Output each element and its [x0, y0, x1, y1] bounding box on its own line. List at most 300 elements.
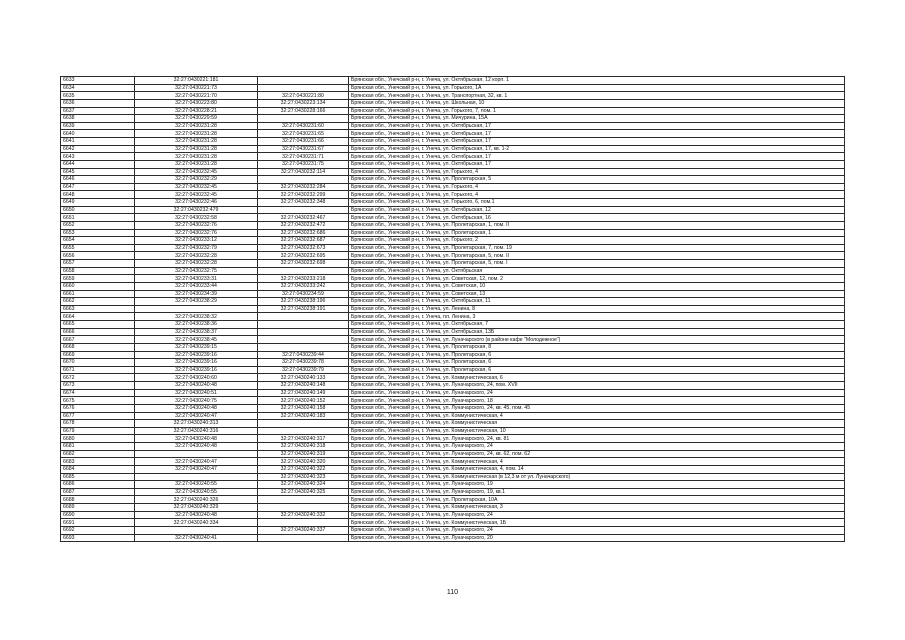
land-cadastral-number-cell: 32:27:0430240:75	[135, 397, 258, 405]
record-number-cell: 6639	[61, 122, 135, 130]
address-cell: Брянская обл., Унечский р-н, г. Унеча, ул. Октябрьская, 16	[349, 214, 845, 222]
table-row	[61, 92, 845, 100]
address-cell: Брянская обл., Унечский р-н, г. Унеча, ул. Луначарского (в районе кафе "Молодежное")	[349, 336, 845, 344]
object-cadastral-number-cell: 32:27:0430228:166	[258, 107, 349, 115]
table-row	[61, 412, 845, 420]
land-cadastral-number-cell: 32:27:0430231:28	[135, 122, 258, 130]
land-cadastral-number-cell: 32:27:0430232:45	[135, 191, 258, 199]
object-cadastral-number-cell: 32:27:0430232:673	[258, 244, 349, 252]
object-cadastral-number-cell: 32:27:0430232:472	[258, 221, 349, 229]
land-cadastral-number-cell: 32:27:0430232:29	[135, 176, 258, 184]
land-cadastral-number-cell: 32:27:0430240:41	[135, 534, 258, 542]
object-cadastral-number-cell: 32:27:0430240:183	[258, 412, 349, 420]
object-cadastral-number-cell	[258, 77, 349, 85]
land-cadastral-number-cell: 32:27:0430238:37	[135, 328, 258, 336]
land-cadastral-number-cell: 32:27:0430238:36	[135, 321, 258, 329]
land-cadastral-number-cell: 32:27:0430232:45	[135, 168, 258, 176]
land-cadastral-number-cell: 32:27:0430240:313	[135, 420, 258, 428]
record-number-cell: 6685	[61, 473, 135, 481]
object-cadastral-number-cell	[258, 176, 349, 184]
land-cadastral-number-cell	[135, 305, 258, 313]
object-cadastral-number-cell	[258, 336, 349, 344]
record-number-cell: 6650	[61, 206, 135, 214]
table-row	[61, 130, 845, 138]
object-cadastral-number-cell: 32:27:0430238:196	[258, 298, 349, 306]
land-cadastral-number-cell: 32:27:0430223:80	[135, 99, 258, 107]
record-number-cell: 6664	[61, 313, 135, 321]
address-cell: Брянская обл., Унечский р-н, г. Унеча, ул. Октябрьская, 13Б	[349, 328, 845, 336]
land-cadastral-number-cell: 32:27:0430221:70	[135, 92, 258, 100]
table-row	[61, 267, 845, 275]
address-cell: Брянская обл., Унечский р-н, г. Унеча, ул. Луначарского, 24, кв. 62, пом. 62	[349, 450, 845, 458]
address-cell: Брянская обл., Унечский р-н, г. Унеча, ул. Горького, 6, пом.1	[349, 199, 845, 207]
land-cadastral-number-cell: 32:27:0430234:39	[135, 290, 258, 298]
object-cadastral-number-cell: 32:27:0430232:299	[258, 191, 349, 199]
address-cell: Брянская обл., Унечский р-н, г. Унеча, ул. Пролетарская, 1	[349, 229, 845, 237]
record-number-cell: 6663	[61, 305, 135, 313]
object-cadastral-number-cell	[258, 534, 349, 542]
address-cell: Брянская обл., Унечский р-н, г. Унеча, ул. Луначарского, 19	[349, 481, 845, 489]
address-cell: Брянская обл., Унечский р-н, г. Унеча, ул. Луначарского, 20	[349, 534, 845, 542]
table-row	[61, 84, 845, 92]
object-cadastral-number-cell: 32:27:0430231:67	[258, 145, 349, 153]
land-cadastral-number-cell: 32:27:0430240:47	[135, 465, 258, 473]
table-row	[61, 443, 845, 451]
address-cell: Брянская обл., Унечский р-н, г. Унеча, ул. Пролетарская, 1, пом. II	[349, 221, 845, 229]
land-cadastral-number-cell: 32:27:0430232:46	[135, 199, 258, 207]
object-cadastral-number-cell: 32:27:0430240:320	[258, 458, 349, 466]
record-number-cell: 6672	[61, 374, 135, 382]
record-number-cell: 6636	[61, 99, 135, 107]
record-number-cell: 6662	[61, 298, 135, 306]
address-cell: Брянская обл., Унечский р-н, г. Унеча, ул. Транспортная, 32, кв. 1	[349, 92, 845, 100]
table-row	[61, 366, 845, 374]
record-number-cell: 6680	[61, 435, 135, 443]
object-cadastral-number-cell	[258, 496, 349, 504]
record-number-cell: 6655	[61, 244, 135, 252]
record-number-cell: 6666	[61, 328, 135, 336]
object-cadastral-number-cell: 32:27:0430240:158	[258, 404, 349, 412]
object-cadastral-number-cell: 32:27:0430239:78	[258, 359, 349, 367]
table-row	[61, 465, 845, 473]
table-row	[61, 382, 845, 390]
land-cadastral-number-cell: 32:27:0430238:32	[135, 313, 258, 321]
object-cadastral-number-cell	[258, 321, 349, 329]
object-cadastral-number-cell: 32:27:0430240:319	[258, 450, 349, 458]
page-number: 110	[446, 589, 459, 596]
table-row	[61, 427, 845, 435]
record-number-cell: 6679	[61, 427, 135, 435]
address-cell: Брянская обл., Унечский р-н, г. Унеча, ул. Горького, 4	[349, 168, 845, 176]
table-row	[61, 336, 845, 344]
object-cadastral-number-cell: 32:27:0430240:133	[258, 374, 349, 382]
table-row	[61, 107, 845, 115]
table-row	[61, 229, 845, 237]
object-cadastral-number-cell	[258, 115, 349, 123]
object-cadastral-number-cell: 32:27:0430240:148	[258, 382, 349, 390]
record-number-cell: 6673	[61, 382, 135, 390]
address-cell: Брянская обл., Унечский р-н, г. Унеча, ул. Пролетарская, 7, пом. 19	[349, 244, 845, 252]
address-cell: Брянская обл., Унечский р-н, г. Унеча, ул. Октябрьская, 17	[349, 138, 845, 146]
address-cell: Брянская обл., Унечский р-н, г. Унеча, ул. Луначарского, 18	[349, 397, 845, 405]
land-cadastral-number-cell	[135, 526, 258, 534]
land-cadastral-number-cell: 32:27:0430231:28	[135, 130, 258, 138]
address-cell: Брянская обл., Унечский р-н, г. Унеча, ул. Советская, 10	[349, 282, 845, 290]
table-row	[61, 275, 845, 283]
land-cadastral-number-cell: 32:27:0430240:48	[135, 382, 258, 390]
object-cadastral-number-cell: 32:27:0430231:75	[258, 160, 349, 168]
object-cadastral-number-cell: 32:27:0430239:79	[258, 366, 349, 374]
land-cadastral-number-cell: 32:27:0430231:28	[135, 145, 258, 153]
record-number-cell: 6691	[61, 519, 135, 527]
record-number-cell: 6671	[61, 366, 135, 374]
address-cell: Брянская обл., Унечский р-н, г. Унеча, ул. Пролетарская, 8	[349, 343, 845, 351]
record-number-cell: 6693	[61, 534, 135, 542]
record-number-cell: 6687	[61, 488, 135, 496]
address-cell: Брянская обл., Унечский р-н, г. Унеча, ул. Коммунистическая, 4	[349, 458, 845, 466]
address-cell: Брянская обл., Унечский р-н, г. Унеча, ул. Октябрьская, 12	[349, 206, 845, 214]
record-number-cell: 6642	[61, 145, 135, 153]
land-cadastral-number-cell: 32:27:0430240:48	[135, 404, 258, 412]
address-cell: Брянская обл., Унечский р-н, г. Унеча, ул. Коммунистическая, 6	[349, 374, 845, 382]
record-number-cell: 6688	[61, 496, 135, 504]
record-number-cell: 6633	[61, 77, 135, 85]
table-row	[61, 168, 845, 176]
land-cadastral-number-cell	[135, 450, 258, 458]
address-cell: Брянская обл., Унечский р-н, г. Унеча, ул. Коммунистическая, 3	[349, 504, 845, 512]
land-cadastral-number-cell: 32:27:0430228:21	[135, 107, 258, 115]
address-cell: Брянская обл., Унечский р-н, г. Унеча, пл. Ленина, 3	[349, 313, 845, 321]
table-row	[61, 252, 845, 260]
address-cell: Брянская обл., Унечский р-н, г. Унеча, ул. Пролетарская, 5	[349, 176, 845, 184]
object-cadastral-number-cell	[258, 313, 349, 321]
table-row	[61, 199, 845, 207]
table-row	[61, 260, 845, 268]
record-number-cell: 6637	[61, 107, 135, 115]
table-row	[61, 206, 845, 214]
table-row	[61, 214, 845, 222]
table-row	[61, 397, 845, 405]
object-cadastral-number-cell	[258, 328, 349, 336]
land-cadastral-number-cell: 32:27:0430232:28	[135, 260, 258, 268]
record-number-cell: 6640	[61, 130, 135, 138]
land-cadastral-number-cell: 32:27:0430232:79	[135, 244, 258, 252]
object-cadastral-number-cell: 32:27:0430232:348	[258, 199, 349, 207]
address-cell: Брянская обл., Унечский р-н, г. Унеча, ул. Горького, 4	[349, 191, 845, 199]
address-cell: Брянская обл., Унечский р-н, г. Унеча, ул. Ленина, 8	[349, 305, 845, 313]
land-cadastral-number-cell: 32:27:0430240:51	[135, 389, 258, 397]
record-number-cell: 6638	[61, 115, 135, 123]
address-cell: Брянская обл., Унечский р-н, г. Унеча, ул. Октябрьская, 17	[349, 160, 845, 168]
object-cadastral-number-cell	[258, 519, 349, 527]
object-cadastral-number-cell: 32:27:0430240:325	[258, 488, 349, 496]
table-row	[61, 244, 845, 252]
address-cell: Брянская обл., Унечский р-н, г. Унеча, ул. Коммунистическая	[349, 420, 845, 428]
record-number-cell: 6646	[61, 176, 135, 184]
land-cadastral-number-cell: 32:27:0430240:48	[135, 443, 258, 451]
table-row	[61, 389, 845, 397]
table-row	[61, 404, 845, 412]
land-cadastral-number-cell: 32:27:0430240:326	[135, 496, 258, 504]
object-cadastral-number-cell	[258, 267, 349, 275]
land-cadastral-number-cell: 32:27:0430233:44	[135, 282, 258, 290]
record-number-cell: 6658	[61, 267, 135, 275]
land-cadastral-number-cell: 32:27:0430239:16	[135, 366, 258, 374]
table-row	[61, 526, 845, 534]
address-cell: Брянская обл., Унечский р-н, г. Унеча, ул. Луначарского, 24	[349, 526, 845, 534]
land-cadastral-number-cell: 32:27:0430240:48	[135, 435, 258, 443]
land-cadastral-number-cell: 32:27:0430240:47	[135, 412, 258, 420]
address-cell: Брянская обл., Унечский р-н, г. Унеча, ул. Луначарского, 24	[349, 443, 845, 451]
table-row	[61, 359, 845, 367]
record-number-cell: 6668	[61, 343, 135, 351]
land-cadastral-number-cell: 32:27:0430240:334	[135, 519, 258, 527]
table-row	[61, 160, 845, 168]
object-cadastral-number-cell	[258, 420, 349, 428]
table-row	[61, 237, 845, 245]
object-cadastral-number-cell	[258, 84, 349, 92]
table-row	[61, 305, 845, 313]
address-cell: Брянская обл., Унечский р-н, г. Унеча, ул. Луначарского, 24, пом. XVII	[349, 382, 845, 390]
record-number-cell: 6690	[61, 511, 135, 519]
table-row	[61, 343, 845, 351]
record-number-cell: 6643	[61, 153, 135, 161]
table-row	[61, 138, 845, 146]
object-cadastral-number-cell: 32:27:0430232:698	[258, 260, 349, 268]
land-cadastral-number-cell: 32:27:0430238:45	[135, 336, 258, 344]
record-number-cell: 6689	[61, 504, 135, 512]
record-number-cell: 6686	[61, 481, 135, 489]
object-cadastral-number-cell: 32:27:0430221:80	[258, 92, 349, 100]
object-cadastral-number-cell	[258, 343, 349, 351]
land-cadastral-number-cell: 32:27:0430232:76	[135, 229, 258, 237]
object-cadastral-number-cell: 32:27:0430240:322	[258, 465, 349, 473]
record-number-cell: 6644	[61, 160, 135, 168]
object-cadastral-number-cell: 32:27:0430240:337	[258, 526, 349, 534]
record-number-cell: 6659	[61, 275, 135, 283]
address-cell: Брянская обл., Унечский р-н, г. Унеча, ул. Октябрьская, 17	[349, 122, 845, 130]
land-cadastral-number-cell: 32:27:0430233:31	[135, 275, 258, 283]
land-cadastral-number-cell: 32:27:0430232:45	[135, 183, 258, 191]
land-cadastral-number-cell: 32:27:0430231:28	[135, 160, 258, 168]
address-cell: Брянская обл., Унечский р-н, г. Унеча, ул. Октябрьская, 17, кв. 1-2	[349, 145, 845, 153]
land-cadastral-number-cell: 32:27:0430240:329	[135, 504, 258, 512]
land-cadastral-number-cell: 32:27:0430239:16	[135, 359, 258, 367]
address-cell: Брянская обл., Унечский р-н, г. Унеча, ул. Мичурина, 15А	[349, 115, 845, 123]
address-cell: Брянская обл., Унечский р-н, г. Унеча, ул. Луначарского, 24	[349, 389, 845, 397]
record-number-cell: 6649	[61, 199, 135, 207]
address-cell: Брянская обл., Унечский р-н, г. Унеча, ул. Октябрьская, 7	[349, 321, 845, 329]
record-number-cell: 6677	[61, 412, 135, 420]
record-number-cell: 6669	[61, 351, 135, 359]
record-number-cell: 6648	[61, 191, 135, 199]
record-number-cell: 6651	[61, 214, 135, 222]
table-row	[61, 435, 845, 443]
table-row	[61, 176, 845, 184]
table-row	[61, 183, 845, 191]
register-body	[61, 77, 845, 542]
object-cadastral-number-cell: 32:27:0430231:60	[258, 122, 349, 130]
record-number-cell: 6653	[61, 229, 135, 237]
table-row	[61, 282, 845, 290]
record-number-cell: 6634	[61, 84, 135, 92]
record-number-cell: 6641	[61, 138, 135, 146]
record-number-cell: 6667	[61, 336, 135, 344]
land-cadastral-number-cell: 32:27:0430231:28	[135, 138, 258, 146]
land-cadastral-number-cell: 32:27:0430221:181	[135, 77, 258, 85]
land-cadastral-number-cell: 32:27:0430232:479	[135, 206, 258, 214]
record-number-cell: 6645	[61, 168, 135, 176]
table-row	[61, 420, 845, 428]
table-row	[61, 351, 845, 359]
object-cadastral-number-cell: 32:27:0430240:318	[258, 443, 349, 451]
address-cell: Брянская обл., Унечский р-н, г. Унеча, ул. Горького, 4	[349, 183, 845, 191]
object-cadastral-number-cell	[258, 427, 349, 435]
table-row	[61, 450, 845, 458]
table-row	[61, 99, 845, 107]
address-cell: Брянская обл., Унечский р-н, г. Унеча, ул. Пролетарская, 6	[349, 366, 845, 374]
object-cadastral-number-cell: 32:27:0430238:191	[258, 305, 349, 313]
land-cadastral-number-cell	[135, 473, 258, 481]
record-number-cell: 6635	[61, 92, 135, 100]
record-number-cell: 6652	[61, 221, 135, 229]
record-number-cell: 6681	[61, 443, 135, 451]
land-cadastral-number-cell: 32:27:0430240:48	[135, 511, 258, 519]
object-cadastral-number-cell: 32:27:0430240:149	[258, 389, 349, 397]
object-cadastral-number-cell: 32:27:0430232:686	[258, 229, 349, 237]
record-number-cell: 6647	[61, 183, 135, 191]
record-number-cell: 6682	[61, 450, 135, 458]
table-row	[61, 488, 845, 496]
table-row	[61, 145, 845, 153]
object-cadastral-number-cell: 32:27:0430232:695	[258, 252, 349, 260]
land-cadastral-number-cell: 32:27:0430232:28	[135, 252, 258, 260]
address-cell: Брянская обл., Унечский р-н, г. Унеча, ул. Коммунистическая, 1Б	[349, 519, 845, 527]
object-cadastral-number-cell: 32:27:0430232:114	[258, 168, 349, 176]
table-row	[61, 191, 845, 199]
object-cadastral-number-cell	[258, 206, 349, 214]
address-cell: Брянская обл., Унечский р-н, г. Унеча, ул. Октябрьская	[349, 267, 845, 275]
address-cell: Брянская обл., Унечский р-н, г. Унеча, ул. Пролетарская, 5, пом. I	[349, 260, 845, 268]
object-cadastral-number-cell: 32:27:0430231:66	[258, 138, 349, 146]
address-cell: Брянская обл., Унечский р-н, г. Унеча, ул. Коммунистическая, 4	[349, 412, 845, 420]
table-row	[61, 221, 845, 229]
address-cell: Брянская обл., Унечский р-н, г. Унеча, ул. Луначарского, 24	[349, 511, 845, 519]
table-row	[61, 290, 845, 298]
object-cadastral-number-cell: 32:27:0430232:687	[258, 237, 349, 245]
address-cell: Брянская обл., Унечский р-н, г. Унеча, ул. Луначарского, 24, кв. 45, пом. 45	[349, 404, 845, 412]
address-cell: Брянская обл., Унечский р-н, г. Унеча, ул. Горького, 1А	[349, 84, 845, 92]
object-cadastral-number-cell: 32:27:0430240:332	[258, 511, 349, 519]
land-cadastral-number-cell: 32:27:0430221:73	[135, 84, 258, 92]
table-row	[61, 328, 845, 336]
record-number-cell: 6676	[61, 404, 135, 412]
address-cell: Брянская обл., Унечский р-н, г. Унеча, ул. Коммунистическая (в 12,3 м от ул. Луначарского)	[349, 473, 845, 481]
address-cell: Брянская обл., Унечский р-н, г. Унеча, ул. Советская, 13	[349, 290, 845, 298]
record-number-cell: 6657	[61, 260, 135, 268]
record-number-cell: 6660	[61, 282, 135, 290]
object-cadastral-number-cell: 32:27:0430231:71	[258, 153, 349, 161]
land-cadastral-number-cell: 32:27:0430240:47	[135, 458, 258, 466]
address-cell: Брянская обл., Унечский р-н, г. Унеча, ул. Коммунистическая, 4, пом. 14	[349, 465, 845, 473]
object-cadastral-number-cell: 32:27:0430231:65	[258, 130, 349, 138]
object-cadastral-number-cell: 32:27:0430234:59	[258, 290, 349, 298]
object-cadastral-number-cell: 32:27:0430239:44	[258, 351, 349, 359]
table-row	[61, 519, 845, 527]
address-cell: Брянская обл., Унечский р-н, г. Унеча, ул. Горького, 2	[349, 237, 845, 245]
object-cadastral-number-cell: 32:27:0430240:324	[258, 481, 349, 489]
table-row	[61, 298, 845, 306]
object-cadastral-number-cell: 32:27:0430233:242	[258, 282, 349, 290]
object-cadastral-number-cell	[258, 504, 349, 512]
object-cadastral-number-cell: 32:27:0430232:467	[258, 214, 349, 222]
record-number-cell: 6674	[61, 389, 135, 397]
record-number-cell: 6665	[61, 321, 135, 329]
record-number-cell: 6683	[61, 458, 135, 466]
land-cadastral-number-cell: 32:27:0430232:76	[135, 221, 258, 229]
land-cadastral-number-cell: 32:27:0430232:58	[135, 214, 258, 222]
land-cadastral-number-cell: 32:27:0430240:60	[135, 374, 258, 382]
land-cadastral-number-cell: 32:27:0430233:12	[135, 237, 258, 245]
address-cell: Брянская обл., Унечский р-н, г. Унеча, ул. Пролетарская, 5, пом. II	[349, 252, 845, 260]
address-cell: Брянская обл., Унечский р-н, г. Унеча, ул. Октябрьская, 11	[349, 298, 845, 306]
address-cell: Брянская обл., Унечский р-н, г. Унеча, ул. Октябрьская, 17	[349, 153, 845, 161]
address-cell: Брянская обл., Унечский р-н, г. Унеча, ул. Пролетарская, 10А	[349, 496, 845, 504]
table-row	[61, 77, 845, 85]
land-cadastral-number-cell: 32:27:0430239:15	[135, 343, 258, 351]
record-number-cell: 6670	[61, 359, 135, 367]
land-cadastral-number-cell: 32:27:0430229:59	[135, 115, 258, 123]
object-cadastral-number-cell: 32:27:0430240:317	[258, 435, 349, 443]
record-number-cell: 6656	[61, 252, 135, 260]
table-row	[61, 496, 845, 504]
address-cell: Брянская обл., Унечский р-н, г. Унеча, ул. Октябрьская, 12 корп. 1	[349, 77, 845, 85]
land-cadastral-number-cell: 32:27:0430231:28	[135, 153, 258, 161]
land-cadastral-number-cell: 32:27:0430238:29	[135, 298, 258, 306]
record-number-cell: 6675	[61, 397, 135, 405]
land-cadastral-number-cell: 32:27:0430232:75	[135, 267, 258, 275]
address-cell: Брянская обл., Унечский р-н, г. Унеча, ул. Октябрьская, 17	[349, 130, 845, 138]
record-number-cell: 6654	[61, 237, 135, 245]
table-row	[61, 313, 845, 321]
table-row	[61, 321, 845, 329]
table-row	[61, 122, 845, 130]
object-cadastral-number-cell: 32:27:0430233:218	[258, 275, 349, 283]
record-number-cell: 6678	[61, 420, 135, 428]
record-number-cell: 6661	[61, 290, 135, 298]
address-cell: Брянская обл., Унечский р-н, г. Унеча, ул. Луначарского, 19, кв.1	[349, 488, 845, 496]
address-cell: Брянская обл., Унечский р-н, г. Унеча, ул. Пролетарская, 6	[349, 359, 845, 367]
table-row	[61, 458, 845, 466]
table-row	[61, 511, 845, 519]
property-register-table	[60, 76, 845, 542]
table-row	[61, 115, 845, 123]
land-cadastral-number-cell: 32:27:0430240:316	[135, 427, 258, 435]
address-cell: Брянская обл., Унечский р-н, г. Унеча, ул. Пролетарская, 6	[349, 351, 845, 359]
land-cadastral-number-cell: 32:27:0430240:55	[135, 481, 258, 489]
object-cadastral-number-cell: 32:27:0430232:284	[258, 183, 349, 191]
table-row	[61, 534, 845, 542]
object-cadastral-number-cell: 32:27:0430240:152	[258, 397, 349, 405]
address-cell: Брянская обл., Унечский р-н, г. Унеча, ул. Советская, 12, пом. 2	[349, 275, 845, 283]
table-row	[61, 504, 845, 512]
table-row	[61, 153, 845, 161]
record-number-cell: 6684	[61, 465, 135, 473]
address-cell: Брянская обл., Унечский р-н, г. Унеча, ул. Луначарского, 24, кв. 81	[349, 435, 845, 443]
table-row	[61, 473, 845, 481]
land-cadastral-number-cell: 32:27:0430239:16	[135, 351, 258, 359]
address-cell: Брянская обл., Унечский р-н, г. Унеча, ул. Школьная, 10	[349, 99, 845, 107]
